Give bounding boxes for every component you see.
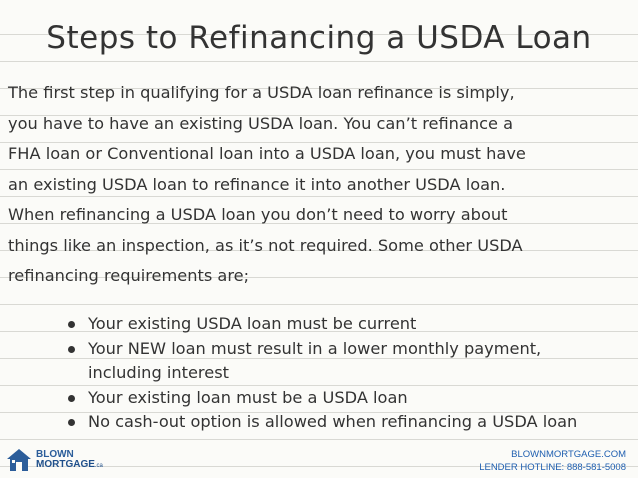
blown-mortgage-logo — [6, 448, 116, 474]
house-icon — [6, 448, 32, 472]
paragraph-line: you have to have an existing USDA loan. You can’t refinance a — [8, 113, 514, 133]
footer-contact — [479, 448, 626, 474]
paragraph-line: an existing USDA loan to refinance it into another USDA loan. — [8, 174, 506, 194]
requirements-list — [64, 312, 638, 435]
list-item-text: Your NEW loan must result in a lower monthly payment, — [88, 338, 542, 358]
list-item — [64, 312, 638, 337]
bullet-icon — [68, 419, 75, 426]
bullet-icon — [68, 395, 75, 402]
logo-suffix: .ca — [94, 463, 103, 469]
paragraph-line: FHA loan or Conventional loan into a USDA loan, you must have — [8, 144, 526, 163]
list-item — [64, 337, 638, 386]
paragraph-line: The first step in qualifying for a USDA loan refinance is simply, — [8, 83, 515, 102]
footer-hotline: LENDER HOTLINE: 888-581-5008 — [479, 462, 626, 473]
intro-paragraph — [8, 78, 630, 292]
logo-wordmark — [36, 450, 103, 471]
list-item-text: Your existing USDA loan must be current — [88, 314, 417, 333]
list-item — [64, 386, 638, 411]
bullet-icon — [68, 346, 75, 353]
list-item-text: No cash-out option is allowed when refinancing a USDA loan — [88, 412, 578, 431]
footer-website: BLOWNMORTGAGE.COM — [511, 449, 626, 460]
list-item — [64, 410, 638, 435]
paragraph-line: things like an inspection, as it’s not required. Some other USDA — [8, 235, 523, 255]
list-item-text-continued: including interest — [88, 363, 229, 382]
logo-line2 — [36, 460, 103, 471]
paragraph-line: When refinancing a USDA loan you don’t need to worry about — [8, 205, 508, 224]
paragraph-line: refinancing requirements are; — [8, 266, 250, 285]
logo-line2-text: MORTGAGE — [36, 459, 95, 470]
list-item-text: Your existing loan must be a USDA loan — [88, 387, 408, 407]
logo-line1: BLOWN — [36, 449, 74, 460]
slide-title: Steps to Refinancing a USDA Loan — [46, 20, 592, 56]
bullet-icon — [68, 321, 75, 328]
